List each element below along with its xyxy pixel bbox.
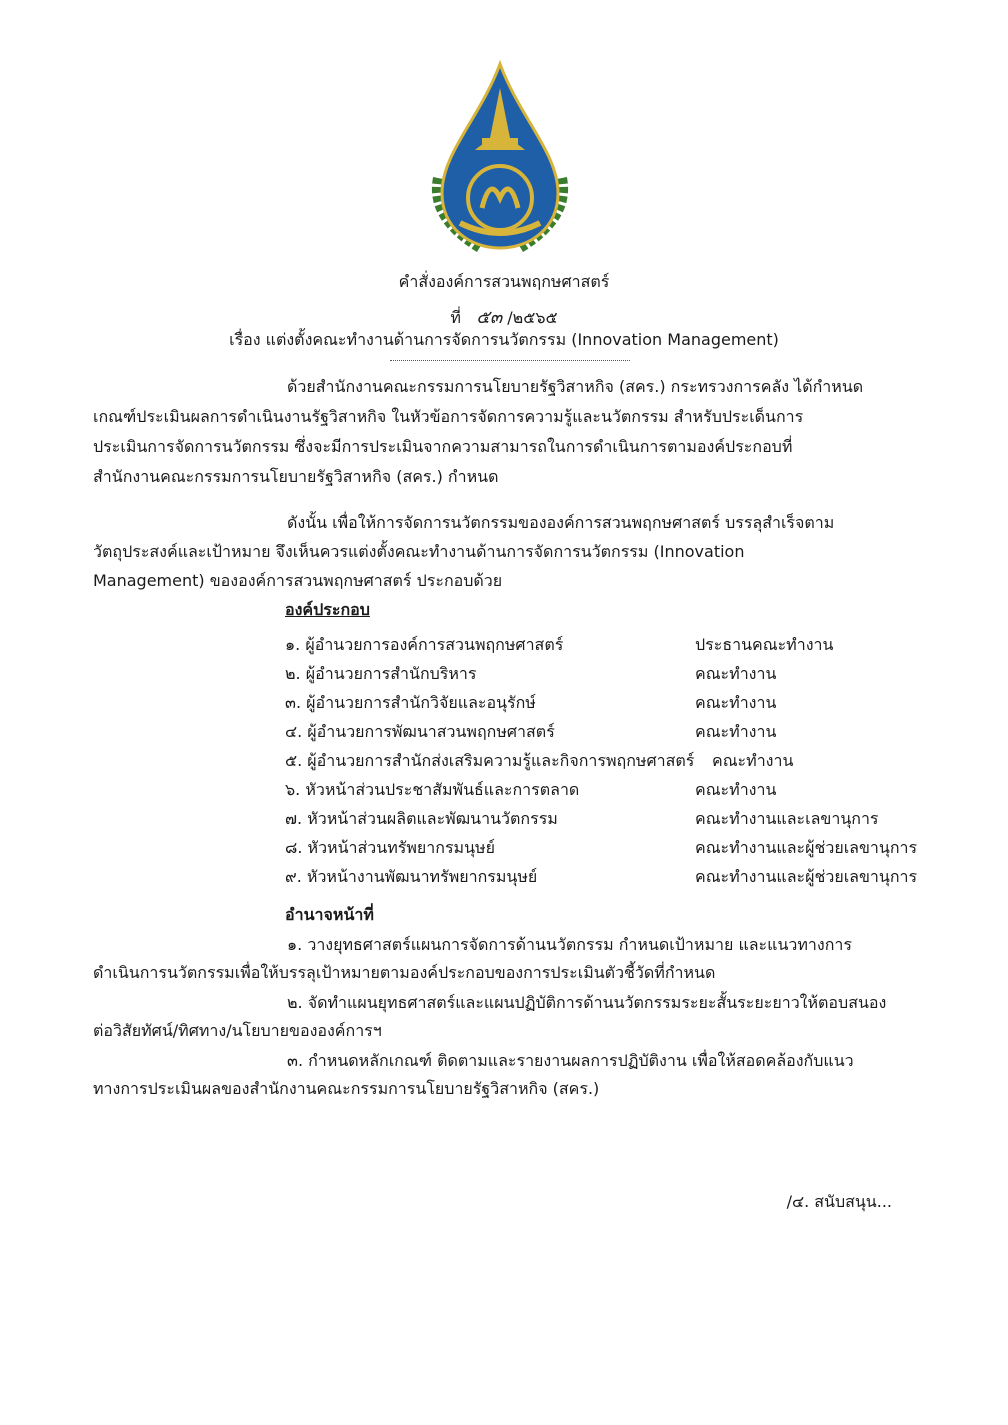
- member-name: ๙. หัวหน้างานพัฒนาทรัพยากรมนุษย์: [285, 867, 538, 886]
- continuation-note: /๔. สนับสนุน...: [786, 1192, 892, 1211]
- separator-dots: [390, 360, 630, 361]
- para1-line2: เกณฑ์ประเมินผลการดำเนินงานรัฐวิสาหกิจ ในหัวข้อการจัดการความรู้และนวัตกรรม สำหรับประเด็นการ: [93, 407, 804, 426]
- duty-3-line1: ๓. กำหนดหลักเกณฑ์ ติดตามและรายงานผลการปฏิบัติงาน เพื่อให้สอดคล้องกับแนว: [287, 1051, 854, 1070]
- member-name: ๕. ผู้อำนวยการสำนักส่งเสริมความรู้และกิจการพฤกษศาสตร์: [285, 751, 695, 770]
- member-role: คณะทำงานและเลขานุการ: [695, 809, 879, 828]
- duties-heading: อำนาจหน้าที่: [285, 905, 374, 924]
- duty-1-line1: ๑. วางยุทธศาสตร์แผนการจัดการด้านนวัตกรรม กำหนดเป้าหมาย และแนวทางการ: [287, 935, 852, 954]
- composition-heading: องค์ประกอบ: [285, 600, 370, 619]
- order-number: ๕๓: [476, 307, 503, 328]
- member-name: ๗. หัวหน้าส่วนผลิตและพัฒนานวัตกรรม: [285, 809, 558, 828]
- member-name: ๖. หัวหน้าส่วนประชาสัมพันธ์และการตลาด: [285, 780, 580, 799]
- para1-line4: สำนักงานคณะกรรมการนโยบายรัฐวิสาหกิจ (สคร.) กำหนด: [93, 467, 499, 486]
- organization-seal-logo: [420, 58, 580, 258]
- member-name: ๑. ผู้อำนวยการองค์การสวนพฤกษศาสตร์: [285, 635, 564, 654]
- para2-line1: ดังนั้น เพื่อให้การจัดการนวัตกรรมขององค์การสวนพฤกษศาสตร์ บรรลุสำเร็จตาม: [287, 513, 835, 532]
- member-role: คณะทำงาน: [712, 751, 794, 770]
- member-role: คณะทำงานและผู้ช่วยเลขานุการ: [695, 838, 918, 857]
- duty-2-line2: ต่อวิสัยทัศน์/ทิศทาง/นโยบายขององค์การฯ: [93, 1021, 382, 1040]
- member-role: คณะทำงาน: [695, 780, 777, 799]
- order-title: คำสั่งองค์การสวนพฤกษศาสตร์: [398, 272, 610, 291]
- order-year: /๒๕๖๕: [507, 308, 558, 327]
- para2-line2: วัตถุประสงค์และเป้าหมาย จึงเห็นควรแต่งตั้งคณะทำงานด้านการจัดการนวัตกรรม (Innovation: [93, 542, 745, 561]
- para1-line3: ประเมินการจัดการนวัตกรรม ซึ่งจะมีการประเมินจากความสามารถในการดำเนินการตามองค์ประกอบที่: [93, 437, 793, 456]
- para2-line3: Management) ขององค์การสวนพฤกษศาสตร์ ประกอบด้วย: [93, 571, 503, 590]
- order-subject: เรื่อง แต่งตั้งคณะทำงานด้านการจัดการนวัตกรรม (Innovation Management): [229, 330, 779, 349]
- member-name: ๔. ผู้อำนวยการพัฒนาสวนพฤกษศาสตร์: [285, 722, 555, 741]
- member-name: ๘. หัวหน้าส่วนทรัพยากรมนุษย์: [285, 838, 495, 857]
- duty-2-line1: ๒. จัดทำแผนยุทธศาสตร์และแผนปฏิบัติการด้านนวัตกรรมระยะสั้นระยะยาวให้ตอบสนอง: [287, 993, 887, 1012]
- member-name: ๒. ผู้อำนวยการสำนักบริหาร: [285, 664, 477, 683]
- duty-3-line2: ทางการประเมินผลของสำนักงานคณะกรรมการนโยบายรัฐวิสาหกิจ (สคร.): [93, 1079, 600, 1098]
- duty-1-line2: ดำเนินการนวัตกรรมเพื่อให้บรรลุเป้าหมายตามองค์ประกอบของการประเมินตัวชี้วัดที่กำหนด: [93, 963, 716, 982]
- member-role: คณะทำงาน: [695, 693, 777, 712]
- number-label: ที่: [450, 308, 461, 327]
- member-role: คณะทำงาน: [695, 722, 777, 741]
- para1-line1: ด้วยสำนักงานคณะกรรมการนโยบายรัฐวิสาหกิจ (สคร.) กระทรวงการคลัง ได้กำหนด: [287, 377, 864, 396]
- member-role: คณะทำงานและผู้ช่วยเลขานุการ: [695, 867, 918, 886]
- member-name: ๓. ผู้อำนวยการสำนักวิจัยและอนุรักษ์: [285, 693, 536, 712]
- order-number-line: [0, 302, 1008, 331]
- member-role: ประธานคณะทำงาน: [695, 635, 834, 654]
- member-role: คณะทำงาน: [695, 664, 777, 683]
